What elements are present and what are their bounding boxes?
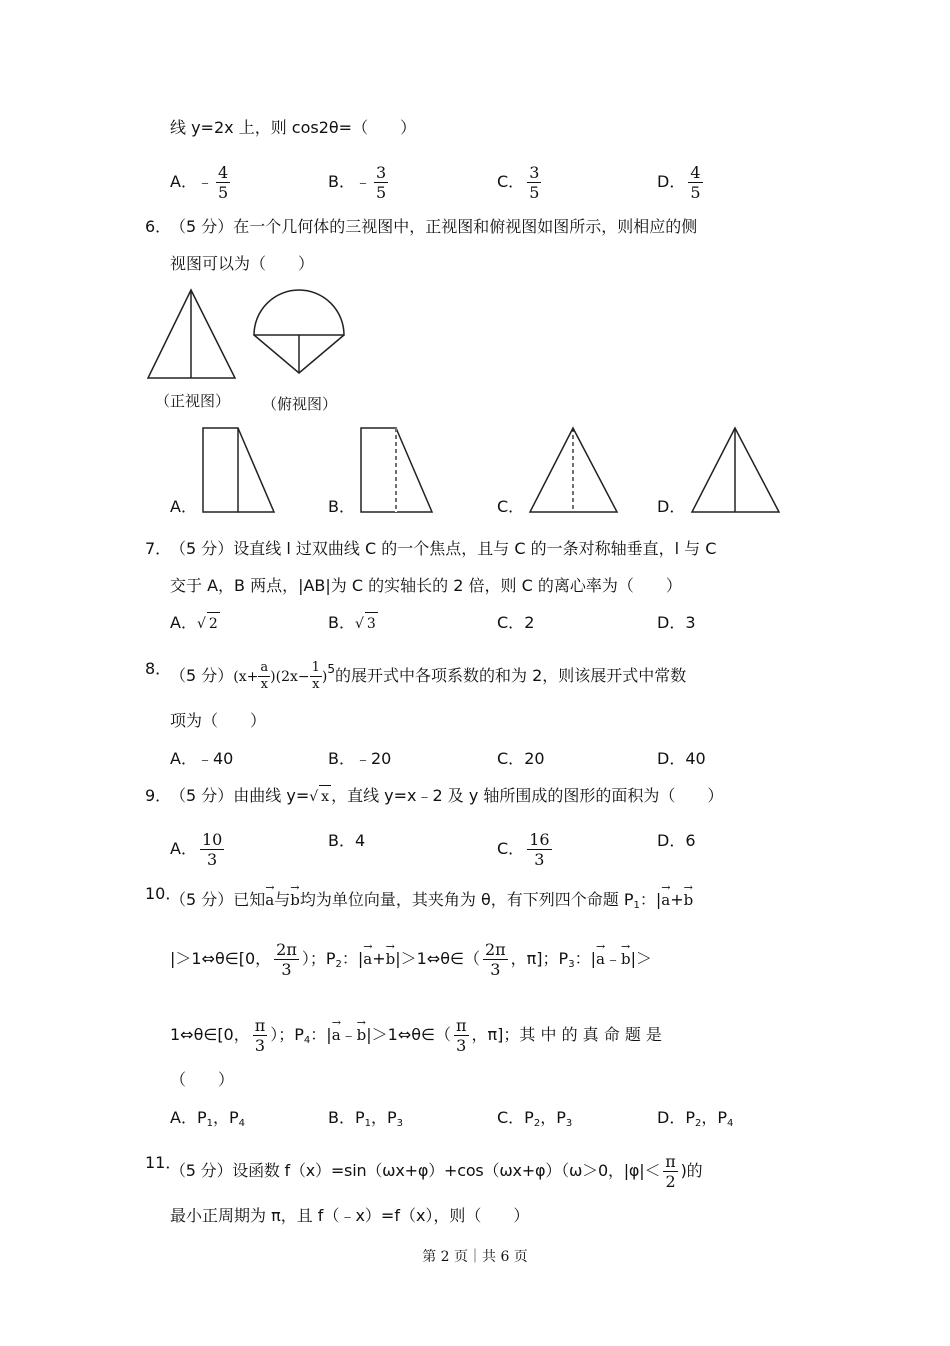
- subscript: 3: [396, 1118, 404, 1129]
- sqrt-icon: √: [196, 616, 206, 632]
- fraction: [258, 660, 270, 693]
- page-footer: 第 2 页｜共 6 页: [422, 1249, 528, 1265]
- option-label: C．: [497, 749, 525, 768]
- option-label: D．: [657, 613, 686, 632]
- numerator: 3: [529, 163, 540, 182]
- q7-number: 7．: [145, 539, 172, 558]
- q7-option-b[interactable]: [328, 612, 378, 635]
- fraction: [274, 940, 299, 979]
- stem-text: ，π]；P: [510, 949, 569, 968]
- subscript: 2: [694, 1118, 702, 1129]
- option-label: A．: [170, 749, 197, 768]
- numerator: 1: [311, 660, 320, 675]
- subscript: 4: [238, 1118, 246, 1129]
- q6-option-c-label[interactable]: C．: [497, 497, 525, 516]
- vector-b: → b: [357, 1018, 367, 1046]
- stem-text: ）；P: [270, 1025, 304, 1044]
- denominator: 5: [529, 183, 540, 202]
- subscript: 1: [364, 1118, 372, 1129]
- numerator: a: [260, 660, 269, 675]
- vector-a: → a: [332, 1018, 341, 1046]
- q9-option-b[interactable]: [328, 830, 365, 852]
- option-label: B．: [328, 831, 355, 850]
- option-label: D．: [657, 831, 686, 850]
- option-value: 20: [524, 749, 545, 768]
- stem-text: 与: [274, 890, 291, 909]
- q7-stem-line2: 交于 A，B 两点，|AB|为 C 的实轴长的 2 倍，则 C 的离心率为（ ）: [170, 576, 682, 595]
- option-label: A．: [170, 839, 197, 858]
- q6-option-a-figure[interactable]: [200, 425, 280, 517]
- denominator: 3: [534, 850, 545, 869]
- stem-text: 1⇔θ∈[0，: [170, 1025, 250, 1044]
- q9-number: 9．: [145, 786, 172, 805]
- operator: ﹣: [604, 949, 621, 968]
- q8-option-a[interactable]: [170, 748, 233, 770]
- q6-stem-line1: （5 分）在一个几何体的三视图中，正视图和俯视图如图所示，则相应的侧: [170, 217, 698, 236]
- q10-stem-line4: （ ）: [170, 1070, 235, 1089]
- fraction: [200, 830, 224, 869]
- score: （5 分）: [170, 666, 234, 685]
- fraction: [688, 163, 702, 202]
- q11-stem-line1: [170, 1152, 702, 1191]
- fraction: [454, 1016, 469, 1055]
- option-value: ﹣20: [354, 749, 392, 768]
- denominator: 3: [490, 960, 501, 979]
- vector-b: → b: [386, 942, 396, 970]
- denominator: 5: [690, 183, 701, 202]
- subscript: 1: [206, 1118, 213, 1129]
- option-label: A．P: [170, 1108, 207, 1127]
- stem-text: |＞: [630, 949, 652, 968]
- q10-stem-line3: [170, 1016, 662, 1055]
- stem-text: ：|: [574, 949, 596, 968]
- q8-option-b[interactable]: [328, 748, 391, 770]
- denominator: 2: [665, 1172, 676, 1191]
- expr: (x+: [233, 669, 259, 685]
- option-label: A．: [170, 613, 197, 632]
- expr: )(2x−: [270, 669, 310, 685]
- exponent: 5: [327, 662, 335, 676]
- stem-text: ：|: [341, 949, 364, 968]
- q6-option-d-figure[interactable]: [687, 425, 787, 517]
- q5-option-b[interactable]: [328, 163, 391, 202]
- subscript: 1: [633, 900, 640, 911]
- option-text: ，P: [701, 1108, 728, 1127]
- expr: ): [321, 669, 328, 685]
- option-label: C．: [497, 839, 525, 858]
- q10-number: 10．: [145, 884, 182, 903]
- q8-option-d[interactable]: [657, 748, 706, 770]
- option-label: D．: [657, 749, 686, 768]
- denominator: 5: [217, 183, 229, 202]
- option-label: C．: [497, 172, 525, 191]
- fraction: [374, 163, 388, 202]
- vector-a: → a: [363, 942, 372, 970]
- subscript: 2: [533, 1118, 541, 1129]
- q7-stem-line1: （5 分）设直线 l 过双曲线 C 的一个焦点，且与 C 的一条对称轴垂直，l 与 C: [170, 539, 717, 558]
- vector-a: → a: [661, 883, 670, 911]
- vector-b: → b: [621, 942, 631, 970]
- fraction: [527, 163, 541, 202]
- q6-number: 6．: [145, 217, 172, 236]
- option-value: 6: [685, 831, 696, 850]
- subscript: 3: [565, 1118, 573, 1129]
- denominator: 3: [456, 1036, 467, 1055]
- q10-option-c[interactable]: [497, 1107, 572, 1135]
- vector-b: → b: [290, 883, 300, 911]
- q10-stem-line1: [170, 883, 693, 917]
- fraction: [216, 163, 230, 202]
- numerator: π: [456, 1016, 467, 1035]
- q5-option-d[interactable]: [657, 163, 706, 202]
- stem-text: ：|: [310, 1025, 332, 1044]
- option-value: 3: [685, 613, 696, 632]
- stem-text: ：|: [639, 890, 662, 909]
- sign: ﹣: [354, 172, 371, 191]
- option-label: C．: [497, 613, 525, 632]
- q6-option-b-label[interactable]: B．: [328, 497, 355, 516]
- front-view-figure: [140, 285, 250, 385]
- q10-option-a[interactable]: [170, 1107, 245, 1135]
- stem-text: （5 分）由曲线 y=: [170, 786, 310, 805]
- option-label: D．P: [657, 1108, 695, 1127]
- q7-option-a[interactable]: [170, 612, 220, 635]
- stem-text: （5 分）设函数 f（x）=sin（ωx+φ）+cos（ωx+φ）（ω＞0，|φ|＜: [170, 1161, 661, 1180]
- q6-option-b-figure[interactable]: [358, 425, 438, 517]
- option-label: B．: [328, 613, 355, 632]
- numerator: 4: [690, 163, 701, 182]
- q11-number: 11．: [145, 1153, 182, 1172]
- fraction: [527, 830, 551, 869]
- q10-stem-line2: [170, 940, 652, 979]
- q9-stem: [170, 785, 723, 808]
- operator: ﹣: [340, 1025, 357, 1044]
- numerator: 10: [201, 830, 223, 849]
- q8-option-c[interactable]: [497, 748, 545, 770]
- sqrt-icon: √: [354, 616, 364, 632]
- q5-stem-line: 线 y=2x 上，则 cos2θ=（ ）: [170, 118, 417, 137]
- option-value: ﹣40: [196, 749, 234, 768]
- q6-option-a-label[interactable]: A．: [170, 497, 197, 516]
- q6-option-d-label[interactable]: D．: [657, 497, 686, 516]
- q7-option-c[interactable]: [497, 612, 534, 634]
- vector-b: → b: [684, 883, 694, 911]
- caption-top-view: （俯视图）: [262, 395, 338, 413]
- q6-option-c-figure[interactable]: [525, 425, 625, 517]
- q10-option-b[interactable]: [328, 1107, 403, 1135]
- stem-text: ，直线 y=x﹣2 及 y 轴所围成的图形的面积为（ ）: [331, 786, 724, 805]
- stem-text: ）；P: [301, 949, 336, 968]
- stem-text: （5 分）已知: [170, 890, 266, 909]
- fraction: [483, 940, 508, 979]
- numerator: 4: [217, 163, 229, 182]
- stem-text: ，π]；其 中 的 真 命 题 是: [471, 1025, 662, 1044]
- stem-text: |＞1⇔θ∈[0，: [170, 949, 272, 968]
- vector-a: → a: [596, 942, 605, 970]
- option-label: C．P: [497, 1108, 534, 1127]
- denominator: x: [312, 677, 320, 692]
- denominator: x: [260, 677, 268, 692]
- radicand: 2: [207, 612, 220, 635]
- radicand: 3: [365, 612, 378, 635]
- subscript: 4: [727, 1118, 734, 1129]
- option-text: ，P: [540, 1108, 566, 1127]
- q7-option-d[interactable]: [657, 612, 696, 634]
- q8-number: 8．: [145, 659, 172, 678]
- caption-front-view: （正视图）: [155, 392, 231, 410]
- option-text: ，P: [371, 1108, 397, 1127]
- numerator: 16: [529, 830, 550, 849]
- radicand: x: [319, 785, 331, 808]
- q5-option-a[interactable]: [170, 163, 233, 202]
- stem-text: 的展开式中各项系数的和为 2，则该展开式中常数: [335, 666, 687, 685]
- q8-stem-line2: 项为（ ）: [170, 711, 267, 730]
- stem-text: )的: [680, 1161, 703, 1180]
- numerator: 2π: [276, 940, 297, 959]
- stem-text: |＞1⇔θ∈（: [395, 949, 480, 968]
- numerator: 3: [376, 163, 387, 182]
- stem-text: |＞1⇔θ∈（: [366, 1025, 451, 1044]
- vector-a: → a: [265, 883, 274, 911]
- option-label: B．P: [328, 1108, 365, 1127]
- q6-stem-line2: 视图可以为（ ）: [170, 254, 315, 273]
- sign: ﹣: [196, 172, 213, 191]
- option-label: B．: [328, 749, 355, 768]
- subscript: 2: [335, 959, 342, 970]
- top-view-figure: [250, 285, 350, 380]
- q11-stem-line2: 最小正周期为 π，且 f（﹣x）=f（x），则（ ）: [170, 1206, 530, 1225]
- numerator: π: [254, 1016, 266, 1035]
- stem-text: 均为单位向量，其夹角为 θ，有下列四个命题 P: [299, 890, 634, 909]
- fraction: [253, 1016, 268, 1055]
- q9-option-a[interactable]: [170, 830, 227, 869]
- denominator: 3: [281, 960, 292, 979]
- denominator: 3: [207, 850, 218, 869]
- q5-option-c[interactable]: [497, 163, 544, 202]
- option-value: 2: [524, 613, 535, 632]
- fraction: [310, 660, 322, 693]
- operator: +: [372, 949, 386, 968]
- option-text: ，P: [212, 1108, 239, 1127]
- option-label: A．: [170, 172, 197, 191]
- option-value: 40: [685, 749, 706, 768]
- operator: +: [670, 890, 684, 909]
- denominator: 5: [376, 183, 387, 202]
- fraction: [663, 1152, 677, 1191]
- q9-option-d[interactable]: [657, 830, 696, 852]
- sqrt-icon: √: [309, 789, 319, 805]
- subscript: 4: [303, 1035, 311, 1046]
- q8-stem-line1: [170, 658, 686, 693]
- subscript: 3: [568, 959, 575, 970]
- denominator: 3: [254, 1036, 266, 1055]
- q9-option-c[interactable]: [497, 830, 555, 869]
- option-label: D．: [657, 172, 686, 191]
- numerator: 2π: [484, 940, 506, 959]
- q10-option-d[interactable]: [657, 1107, 733, 1135]
- numerator: π: [665, 1152, 676, 1171]
- option-label: B．: [328, 172, 355, 191]
- option-value: 4: [354, 831, 366, 850]
